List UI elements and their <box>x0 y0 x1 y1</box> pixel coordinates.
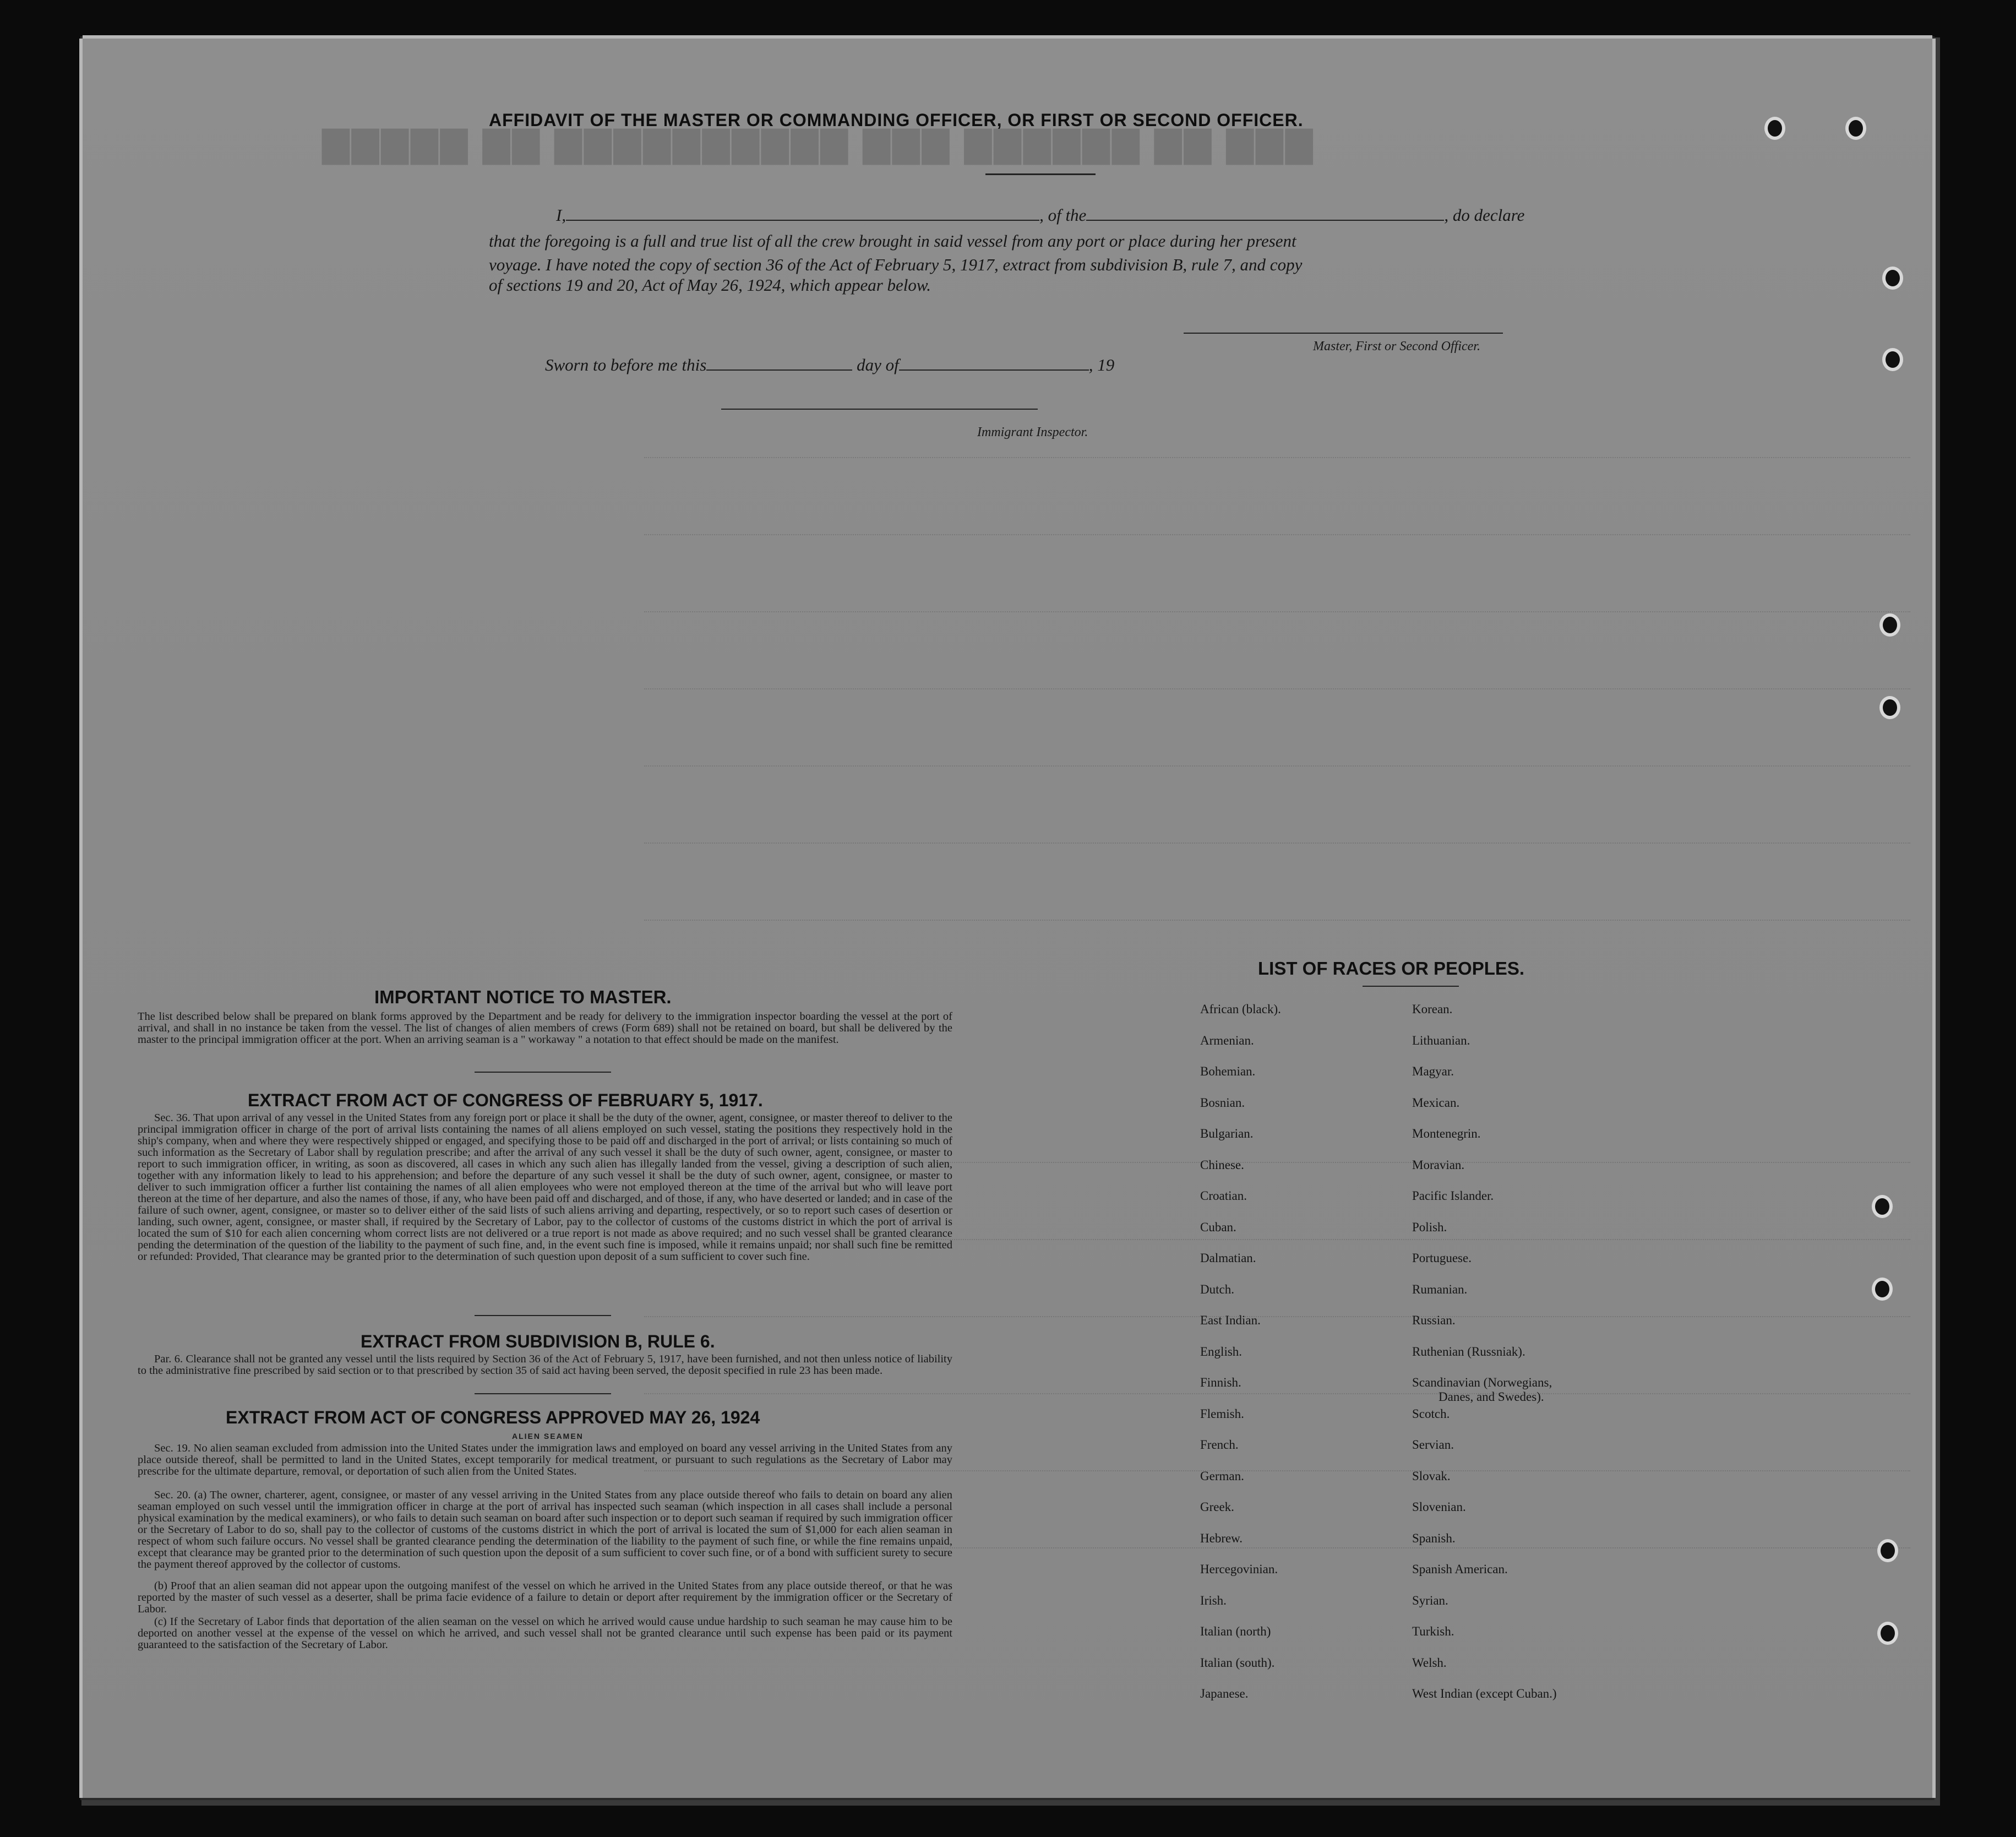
race-item: East Indian. <box>1200 1313 1261 1327</box>
race-item: Syrian. <box>1412 1593 1448 1607</box>
notice-body: The list described below shall be prepared on blank forms approved by the Department and be ready for delivery to the immigration inspector boarding the vessel at the port of arrival, and shall in no instance be taken from the vessel. The list of changes of alien members of crews (Form 689) shall not be retained on board, but shall be delivered by the master to the principal immigration officer at the port. When an arriving seaman is a " workaway " a notation to that effect should be made on the manifest. <box>138 1010 952 1046</box>
bleed-row <box>644 534 1910 537</box>
binder-hole-icon <box>1845 117 1866 140</box>
race-item: Irish. <box>1200 1593 1227 1607</box>
race-item: Montenegrin. <box>1412 1127 1481 1140</box>
races-left-column <box>1200 1002 1409 1718</box>
race-item: German. <box>1200 1469 1244 1483</box>
bleed-row <box>644 457 1910 460</box>
affidavit-line-1 <box>556 205 1524 225</box>
sworn-month-blank <box>899 369 1089 371</box>
name-blank <box>566 220 1039 221</box>
paper-right-edge <box>1932 39 1936 1798</box>
affidavit-title: AFFIDAVIT OF THE MASTER OR COMMANDING OFFICER, OR FIRST OR SECOND OFFICER. <box>489 110 1304 130</box>
race-item: West Indian (except Cuban.) <box>1412 1687 1557 1700</box>
race-item: Polish. <box>1412 1220 1447 1234</box>
master-signature-line[interactable] <box>1184 333 1503 334</box>
race-item: Pacific Islander. <box>1412 1189 1494 1203</box>
extract-1917-title: EXTRACT FROM ACT OF CONGRESS OF FEBRUARY 5, 1917. <box>248 1090 763 1110</box>
races-title: LIST OF RACES OR PEOPLES. <box>1258 958 1525 979</box>
affidavit-do-declare: , do declare <box>1444 205 1525 225</box>
bleed-through-header: ▇▇▇ ▇▇ ▇▇▇▇▇▇ ▇▇▇ ▇▇▇▇▇▇▇▇▇▇ ▇▇ ▇▇▇▇▇ <box>319 126 1312 164</box>
race-item: Servian. <box>1412 1438 1454 1452</box>
binder-hole-icon <box>1879 696 1900 719</box>
alien-seamen-subtitle: ALIEN SEAMEN <box>512 1432 584 1441</box>
paper-top-edge <box>83 35 1932 39</box>
divider <box>475 1393 611 1394</box>
race-item: English. <box>1200 1344 1243 1358</box>
sec20c-body: (c) If the Secretary of Labor finds that deportation of the alien seaman on the vessel on which he arrived would cause undue hardship to such seaman he may cause him to be deported on another vessel at the expense of the vessel on which he arrived, and such vessel shall not be granted clearance until such expense has been paid or its payment guaranteed to the satisfaction of the Secretary of Labor. <box>138 1616 952 1651</box>
affidavit-line-3: voyage. I have noted the copy of section 36 of the Act of February 5, 1917, extract from subdivision B, rule 7, and copy <box>489 255 1303 274</box>
race-item: Flemish. <box>1200 1406 1244 1421</box>
sworn-line <box>545 355 1114 375</box>
race-item: Turkish. <box>1412 1624 1454 1638</box>
sec20a-body: Sec. 20. (a) The owner, charterer, agent, consignee, or master of any vessel arriving in the United States from any place outside thereof who fails to detain on board any alien seaman employed on such vessel until the immigration officer in charge at the port of arrival has inspected such seaman (which inspection in all cases shall include a personal physical examination by the medical examiners), or who fails to detain such seaman on board after such inspection or to deport such seaman if required by such immigration officer or the Secretary of Labor to do so, shall pay to the collector of customs of the customs district in which the port of arrival is located the sum of $1,000 for each alien seaman in respect of whom such failure occurs. No vessel shall be granted clearance pending the determination of the liability to the payment of such fine, or while the fine remains unpaid, except that clearance may be granted prior to the determination of such question upon the deposit of a sum sufficient to cover such fine, or of a bond with sufficient surety to secure the payment thereof approved by the collector of customs. <box>138 1489 952 1570</box>
race-item: Croatian. <box>1200 1189 1247 1203</box>
extract-1924-title: EXTRACT FROM ACT OF CONGRESS APPROVED MAY 26, 1924 <box>226 1407 760 1427</box>
race-item: Russian. <box>1412 1313 1456 1327</box>
race-item: African (black). <box>1200 1002 1281 1016</box>
vessel-blank <box>1086 220 1444 221</box>
race-item: Portuguese. <box>1412 1251 1472 1265</box>
race-item: Dalmatian. <box>1200 1251 1256 1265</box>
race-item: Chinese. <box>1200 1157 1244 1172</box>
rule6-title: EXTRACT FROM SUBDIVISION B, RULE 6. <box>361 1331 715 1351</box>
bleed-row <box>644 611 1910 614</box>
paper-left-edge <box>79 39 83 1798</box>
divider <box>1363 986 1459 987</box>
sworn-year: , 19 <box>1088 355 1115 374</box>
race-item: Welsh. <box>1412 1655 1447 1670</box>
race-item: Lithuanian. <box>1412 1033 1470 1047</box>
affidavit-of-the: , of the <box>1039 205 1087 225</box>
race-item: Rumanian. <box>1412 1282 1468 1296</box>
binder-hole-icon <box>1872 1195 1893 1218</box>
divider <box>475 1315 611 1316</box>
race-item: Hercegovinian. <box>1200 1562 1278 1576</box>
bleed-row <box>644 765 1910 768</box>
binder-hole-icon <box>1879 613 1900 637</box>
binder-hole-icon <box>1882 267 1903 290</box>
sec19-body: Sec. 19. No alien seaman excluded from admission into the United States under the immigration laws and employed on board any vessel arriving in the United States from any place outside thereof, shall be permitted to land in the United States, except temporarily for medical treatment, or pursuant to such regulations as the Secretary of Labor may prescribe for the ultimate departure, removal, or deportation of such alien from the United States. <box>138 1442 952 1477</box>
race-item: Dutch. <box>1200 1282 1234 1296</box>
race-item: Slovenian. <box>1412 1500 1466 1514</box>
race-item: Mexican. <box>1412 1095 1460 1110</box>
rule6-body: Par. 6. Clearance shall not be granted any vessel until the lists required by Section 36 of the Act of February 5, 1917, have been furnished, and not then unless notice of liability to the administrative fine prescribed by said section or to that prescribed by section 35 of said act having been served, the deposit specified in rule 23 has been made. <box>138 1353 952 1377</box>
race-item: Cuban. <box>1200 1220 1236 1234</box>
sworn-day-of: day of <box>857 355 899 374</box>
sworn-prefix: Sworn to before me this <box>545 355 707 374</box>
race-item: Armenian. <box>1200 1033 1254 1047</box>
binder-hole-icon <box>1872 1278 1893 1301</box>
bleed-row <box>644 843 1910 845</box>
race-item: Finnish. <box>1200 1376 1241 1389</box>
binder-hole-icon <box>1877 1622 1898 1645</box>
race-item: Spanish American. <box>1412 1562 1508 1576</box>
race-item-continued: Danes, and Swedes). <box>1439 1390 1544 1404</box>
race-item: Bosnian. <box>1200 1095 1245 1110</box>
notice-title: IMPORTANT NOTICE TO MASTER. <box>374 987 672 1007</box>
inspector-caption: Immigrant Inspector. <box>977 425 1088 439</box>
race-item: Ruthenian (Russniak). <box>1412 1344 1525 1358</box>
extract-1917-body: Sec. 36. That upon arrival of any vessel in the United States from any foreign port or place it shall be the duty of the owner, agent, consignee, or master thereof to deliver to the principal immigration officer in charge of the port of arrival lists containing the names of all aliens employed on such vessel, stating the positions they respectively hold in the ship's company, when and where they were respectively shipped or engaged, and specifying those to be paid off and discharged in the port of arrival; or lists containing so much of such information as the Secretary of Labor shall by regulation prescribe; and after the arrival of any such vessel it shall be the duty of such owner, agent, consignee, or master to report to such immigration officer, in writing, as soon as discovered, all cases in which any such alien has illegally landed from the vessel, giving a description of such alien, together with any information likely to lead to his apprehension; and before the departure of any such vessel it shall be the duty of such owner, agent, consignee, or master to deliver to such immigration officer a further list containing the names of all alien employees who were not employed thereon at the time of the arrival but who will leave port thereon at the time of her departure, and also the names of those, if any, who have been paid off and discharged, and of those, if any, who have deserted or landed; and in case of the failure of such owner, agent, consignee, or master so to deliver either of the said lists of such aliens arriving and departing, respectively, or so to report such cases of desertion or landing, such owner, agent, consignee, or master shall, if required by the Secretary of Labor, pay to the collector of customs of the customs district in which the port of arrival is located the sum of $10 for each alien concerning whom correct lists are not delivered or a true report is not made as above required; and no such vessel shall be granted clearance pending the determination of the question of the liability to the payment of such fine, and, in the event such fine is imposed, while it remains unpaid; nor shall such fine be remitted or refunded: Provided, That clearance may be granted prior to the determination of such question upon deposit of a sum sufficient to cover such fine. <box>138 1112 952 1263</box>
affidavit-line-2: that the foregoing is a full and true list of all the crew brought in said vessel from any port or place during her present <box>489 231 1296 251</box>
divider <box>985 173 1096 175</box>
binder-hole-icon <box>1877 1539 1898 1562</box>
sworn-day-blank <box>706 369 852 371</box>
race-item: Greek. <box>1200 1500 1234 1514</box>
race-item: Bulgarian. <box>1200 1127 1254 1140</box>
race-item: Slovak. <box>1412 1469 1451 1483</box>
race-item: Italian (south). <box>1200 1655 1275 1670</box>
binder-hole-icon <box>1882 348 1903 371</box>
race-item: French. <box>1200 1438 1239 1452</box>
race-item: Italian (north) <box>1200 1624 1271 1638</box>
affidavit-i: I, <box>556 205 566 225</box>
race-item: Bohemian. <box>1200 1064 1256 1078</box>
divider <box>475 1072 611 1073</box>
race-item: Korean. <box>1412 1002 1453 1016</box>
bleed-row <box>644 688 1910 691</box>
sec20b-body: (b) Proof that an alien seaman did not appear upon the outgoing manifest of the vessel on which he arrived in the United States from any place outside thereof, or that he was reported by the master of such vessel as a deserter, shall be prima facie evidence of a failure to detain or deport after requirement by the immigration officer or the Secretary of Labor. <box>138 1580 952 1615</box>
race-item: Hebrew. <box>1200 1531 1243 1545</box>
race-item: Spanish. <box>1412 1531 1456 1545</box>
race-item: Moravian. <box>1412 1157 1465 1172</box>
bleed-row <box>644 920 1910 922</box>
race-item: Scandinavian (Norwegians, <box>1412 1376 1552 1389</box>
race-item: Japanese. <box>1200 1687 1249 1700</box>
master-caption: Master, First or Second Officer. <box>1313 339 1480 354</box>
binder-hole-icon <box>1764 117 1785 140</box>
affidavit-line-4: of sections 19 and 20, Act of May 26, 1924, which appear below. <box>489 275 931 295</box>
races-table <box>1200 1002 1619 1729</box>
races-right-column <box>1412 1002 1621 1718</box>
inspector-signature-line[interactable] <box>721 409 1038 410</box>
race-item: Scotch. <box>1412 1406 1450 1421</box>
race-item: Magyar. <box>1412 1064 1454 1078</box>
